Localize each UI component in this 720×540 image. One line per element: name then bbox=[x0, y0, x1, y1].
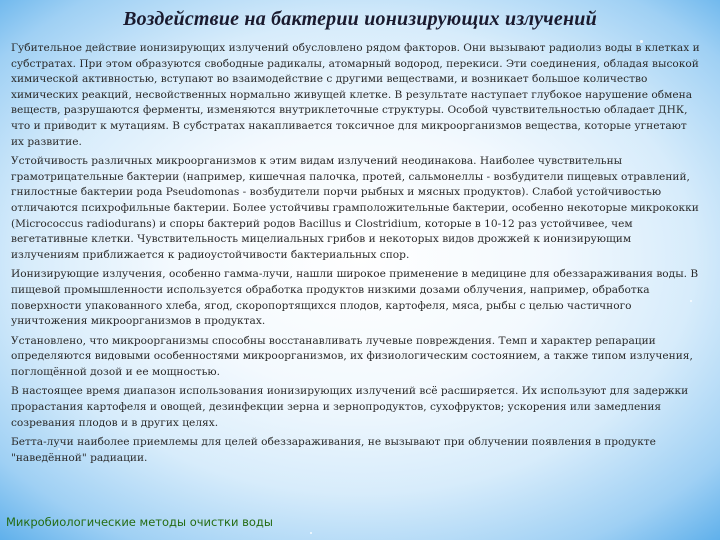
slide-body bbox=[11, 41, 701, 470]
footer-caption: Микробиологические методы очистки воды bbox=[6, 515, 273, 529]
paragraph-repair: Установлено, что микроорганизмы способны восстанавливать лучевые повреждения. Темп и характер репарации определяются видовыми особенностями микроорганизмов, их физиологическим состоянием, а также типом излучения, поглощённой дозой и ее мощностью. bbox=[11, 334, 693, 378]
paragraph-resistance: Устойчивость различных микроорганизмов к этим видам излучений неодинакова. Наиболее чувствительны грамотрицательные бактерии (например, кишечная палочка, протей, сальмонеллы - возбудители пищевых отравлений, гнилостные бактерии рода Pseudomonas - возбудители порчи рыбных и мясных продуктов). Слабой устойчивостью отличаются психрофильные бактерии. Более устойчивы грамположительные бактерии, особенно некоторые микрококки (Micrococcus radiodurans) и споры бактерий родов Bacillus и Clostridium, которые в 10-12 раз устойчивее, чем вегетативные клетки. Чувствительность мицелиальных грибов и некоторых видов дрожжей к ионизирующим излучениям приближается к радиоустойчивости бактериальных спор. bbox=[11, 155, 699, 261]
paragraph-range: В настоящее время диапазон использования ионизирующих излучений всё расширяется. Их используют для задержки прорастания картофеля и овощей, дезинфекции зерна и зернопродуктов, сухофруктов; ускорения или замедления созревания плодов и в других целях. bbox=[11, 385, 689, 429]
paragraph-radiolysis: Губительное действие ионизирующих излучений обусловлено рядом факторов. Они вызывают радиолиз воды в клетках и субстратах. При этом образуются свободные радикалы, атомарный водород, перекиси. Эти соединения, обладая высокой химической активностью, вступают во взаимодействие с другими веществами, и возникает большое количество химических реакций, несвойственных нормально живущей клетке. В результате наступает глубокое нарушение обмена веществ, разрушаются ферменты, изменяются внутриклеточные структуры. Особой чувствительностью обладает ДНК, что и приводит к мутациям. В субстратах накапливается токсичное для микроорганизмов вещества, которые угнетают их развитие. bbox=[11, 42, 700, 148]
slide-title: Воздействие на бактерии ионизирующих излучений bbox=[123, 8, 597, 30]
sparkle-dot bbox=[310, 532, 312, 534]
paragraph-beta-rays: Бетта-лучи наиболее приемлемы для целей обеззараживания, не вызывают при облучении появления в продукте "наведённой" радиации. bbox=[11, 436, 656, 464]
paragraph-applications: Ионизирующие излучения, особенно гамма-лучи, нашли широкое применение в медицине для обеззараживания воды. В пищевой промышленности используется обработка продуктов низкими дозами облучения, например, обработка поверхности упакованного хлеба, ягод, скоропортящихся плодов, картофеля, мяса, рыбы с целью частичного уничтожения микроорганизмов в продуктах. bbox=[11, 268, 699, 328]
